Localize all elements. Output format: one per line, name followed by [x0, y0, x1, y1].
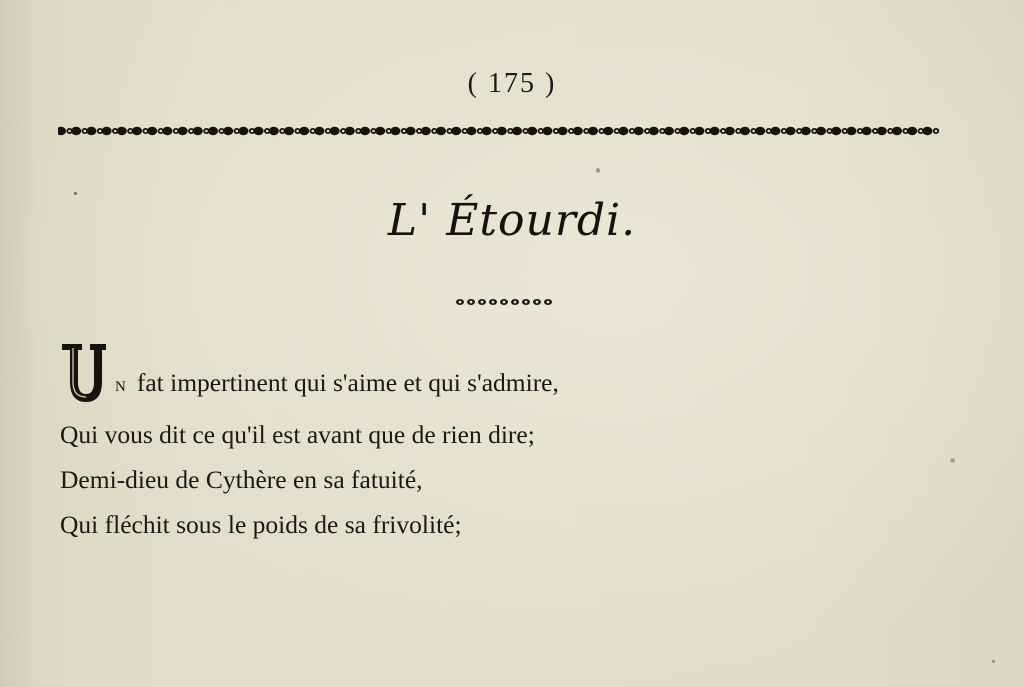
rule-bead — [846, 127, 856, 135]
rule-bead — [542, 127, 552, 135]
rule-bead — [649, 127, 659, 135]
rule-bead — [664, 127, 674, 135]
rule-bead — [102, 127, 112, 135]
rule-bead — [330, 127, 340, 135]
rule-bead — [527, 127, 537, 135]
rule-bead — [770, 127, 780, 135]
small-rule-bead-hole — [481, 301, 484, 304]
small-rule-bead-hole — [514, 301, 517, 304]
rule-bead-hole — [722, 130, 725, 133]
poem-line: Qui fléchit sous le poids de sa frivolité; — [60, 510, 462, 539]
rule-bead-hole — [433, 130, 436, 133]
rule-bead — [223, 127, 233, 135]
poem-title: L' Étourdi. — [387, 195, 637, 246]
rule-bead — [132, 127, 142, 135]
rule-bead-hole — [114, 130, 117, 133]
rule-bead-hole — [251, 130, 254, 133]
rule-bead-hole — [874, 130, 877, 133]
rule-bead-hole — [692, 130, 695, 133]
rule-bead — [922, 127, 932, 135]
rule-bead-hole — [707, 130, 710, 133]
first-line-smallcap: N — [115, 379, 127, 395]
rule-bead — [193, 127, 203, 135]
rule-bead-hole — [236, 130, 239, 133]
rule-bead-hole — [783, 130, 786, 133]
rule-bead-hole — [904, 130, 907, 133]
rule-bead — [421, 127, 431, 135]
rule-bead — [694, 127, 704, 135]
rule-bead — [178, 127, 188, 135]
rule-bead-hole — [175, 130, 178, 133]
rule-bead-hole — [160, 130, 163, 133]
first-line-rest: fat impertinent qui s'aime et qui s'admire, — [136, 368, 559, 397]
rule-bead — [345, 127, 355, 135]
rule-bead-hole — [570, 130, 573, 133]
rule-bead — [117, 127, 127, 135]
rule-bead — [360, 127, 370, 135]
rule-bead — [436, 127, 446, 135]
small-rule-bead-hole — [459, 301, 462, 304]
rule-bead — [603, 127, 613, 135]
rule-bead-hole — [144, 130, 147, 133]
rule-bead-hole — [616, 130, 619, 133]
rule-bead — [238, 127, 248, 135]
rule-bead-hole — [509, 130, 512, 133]
poem-line: Demi-dieu de Cythère en sa fatuité, — [60, 465, 423, 494]
rule-bead — [679, 127, 689, 135]
rule-bead-hole — [920, 130, 923, 133]
rule-bead — [573, 127, 583, 135]
rule-bead-hole — [935, 130, 938, 133]
rule-bead — [58, 127, 66, 135]
rule-bead-hole — [205, 130, 208, 133]
rule-bead-hole — [494, 130, 497, 133]
poem-body — [60, 342, 860, 547]
rule-bead — [269, 127, 279, 135]
poem-line: Qui vous dit ce qu'il est avant que de rien dire; — [60, 420, 535, 449]
rule-bead — [466, 127, 476, 135]
rule-bead — [482, 127, 492, 135]
rule-bead-hole — [813, 130, 816, 133]
ornamental-rule-small — [455, 297, 555, 307]
rule-bead — [710, 127, 720, 135]
paper-speck — [992, 660, 995, 663]
small-rule-bead-hole — [536, 301, 539, 304]
rule-bead-hole — [646, 130, 649, 133]
rule-bead-hole — [752, 130, 755, 133]
rule-bead-hole — [661, 130, 664, 133]
poem-first-line-text — [115, 360, 559, 410]
rule-bead — [755, 127, 765, 135]
rule-bead — [314, 127, 324, 135]
rule-bead — [162, 127, 172, 135]
rule-bead-hole — [403, 130, 406, 133]
rule-bead-hole — [828, 130, 831, 133]
rule-bead-hole — [342, 130, 345, 133]
rule-bead-hole — [327, 130, 330, 133]
rule-bead — [497, 127, 507, 135]
rule-bead — [907, 127, 917, 135]
rule-bead — [786, 127, 796, 135]
rule-bead — [877, 127, 887, 135]
small-rule-bead-hole — [547, 301, 550, 304]
rule-bead-hole — [631, 130, 634, 133]
rule-bead — [588, 127, 598, 135]
rule-bead — [634, 127, 644, 135]
small-rule-bead-hole — [492, 301, 495, 304]
rule-bead-hole — [768, 130, 771, 133]
rule-bead — [299, 127, 309, 135]
rule-bead — [512, 127, 522, 135]
rule-bead-hole — [540, 130, 543, 133]
rule-bead — [816, 127, 826, 135]
rule-bead-hole — [190, 130, 193, 133]
rule-bead-hole — [312, 130, 315, 133]
rule-bead-hole — [220, 130, 223, 133]
rule-bead — [451, 127, 461, 135]
rule-bead-hole — [737, 130, 740, 133]
rule-bead-hole — [600, 130, 603, 133]
rule-bead — [390, 127, 400, 135]
rule-bead-hole — [676, 130, 679, 133]
rule-bead-hole — [357, 130, 360, 133]
rule-bead-hole — [99, 130, 102, 133]
rule-bead-hole — [296, 130, 299, 133]
paper-speck — [950, 458, 955, 463]
small-rule-bead-hole — [525, 301, 528, 304]
rule-bead — [147, 127, 157, 135]
paper-speck — [596, 168, 600, 173]
rule-bead-hole — [464, 130, 467, 133]
rule-bead-hole — [266, 130, 269, 133]
rule-bead — [892, 127, 902, 135]
rule-bead-hole — [418, 130, 421, 133]
rule-bead — [208, 127, 218, 135]
rule-bead-hole — [281, 130, 284, 133]
rule-bead-hole — [524, 130, 527, 133]
rule-bead-hole — [859, 130, 862, 133]
rule-bead — [862, 127, 872, 135]
poem-first-line — [60, 342, 860, 397]
ornamental-rule-top — [58, 124, 946, 138]
rule-bead — [375, 127, 385, 135]
rule-bead — [801, 127, 811, 135]
rule-bead — [71, 127, 81, 135]
rule-bead — [86, 127, 96, 135]
rule-bead-hole — [798, 130, 801, 133]
rule-bead — [831, 127, 841, 135]
rule-bead — [740, 127, 750, 135]
rule-bead-hole — [372, 130, 375, 133]
rule-bead-hole — [555, 130, 558, 133]
rule-bead-hole — [448, 130, 451, 133]
rule-bead — [254, 127, 264, 135]
rule-bead-hole — [889, 130, 892, 133]
small-rule-bead-hole — [470, 301, 473, 304]
page-number: ( 175 ) — [467, 68, 557, 99]
small-rule-bead-hole — [503, 301, 506, 304]
rule-bead — [284, 127, 294, 135]
rule-bead-hole — [479, 130, 482, 133]
rule-bead — [618, 127, 628, 135]
rule-bead-hole — [585, 130, 588, 133]
rule-bead-hole — [84, 130, 87, 133]
rule-bead — [725, 127, 735, 135]
rule-bead-hole — [68, 130, 71, 133]
rule-bead-hole — [844, 130, 847, 133]
rule-bead-hole — [388, 130, 391, 133]
rule-bead — [558, 127, 568, 135]
rule-bead-hole — [129, 130, 132, 133]
rule-bead — [406, 127, 416, 135]
drop-cap-letter — [60, 342, 108, 404]
